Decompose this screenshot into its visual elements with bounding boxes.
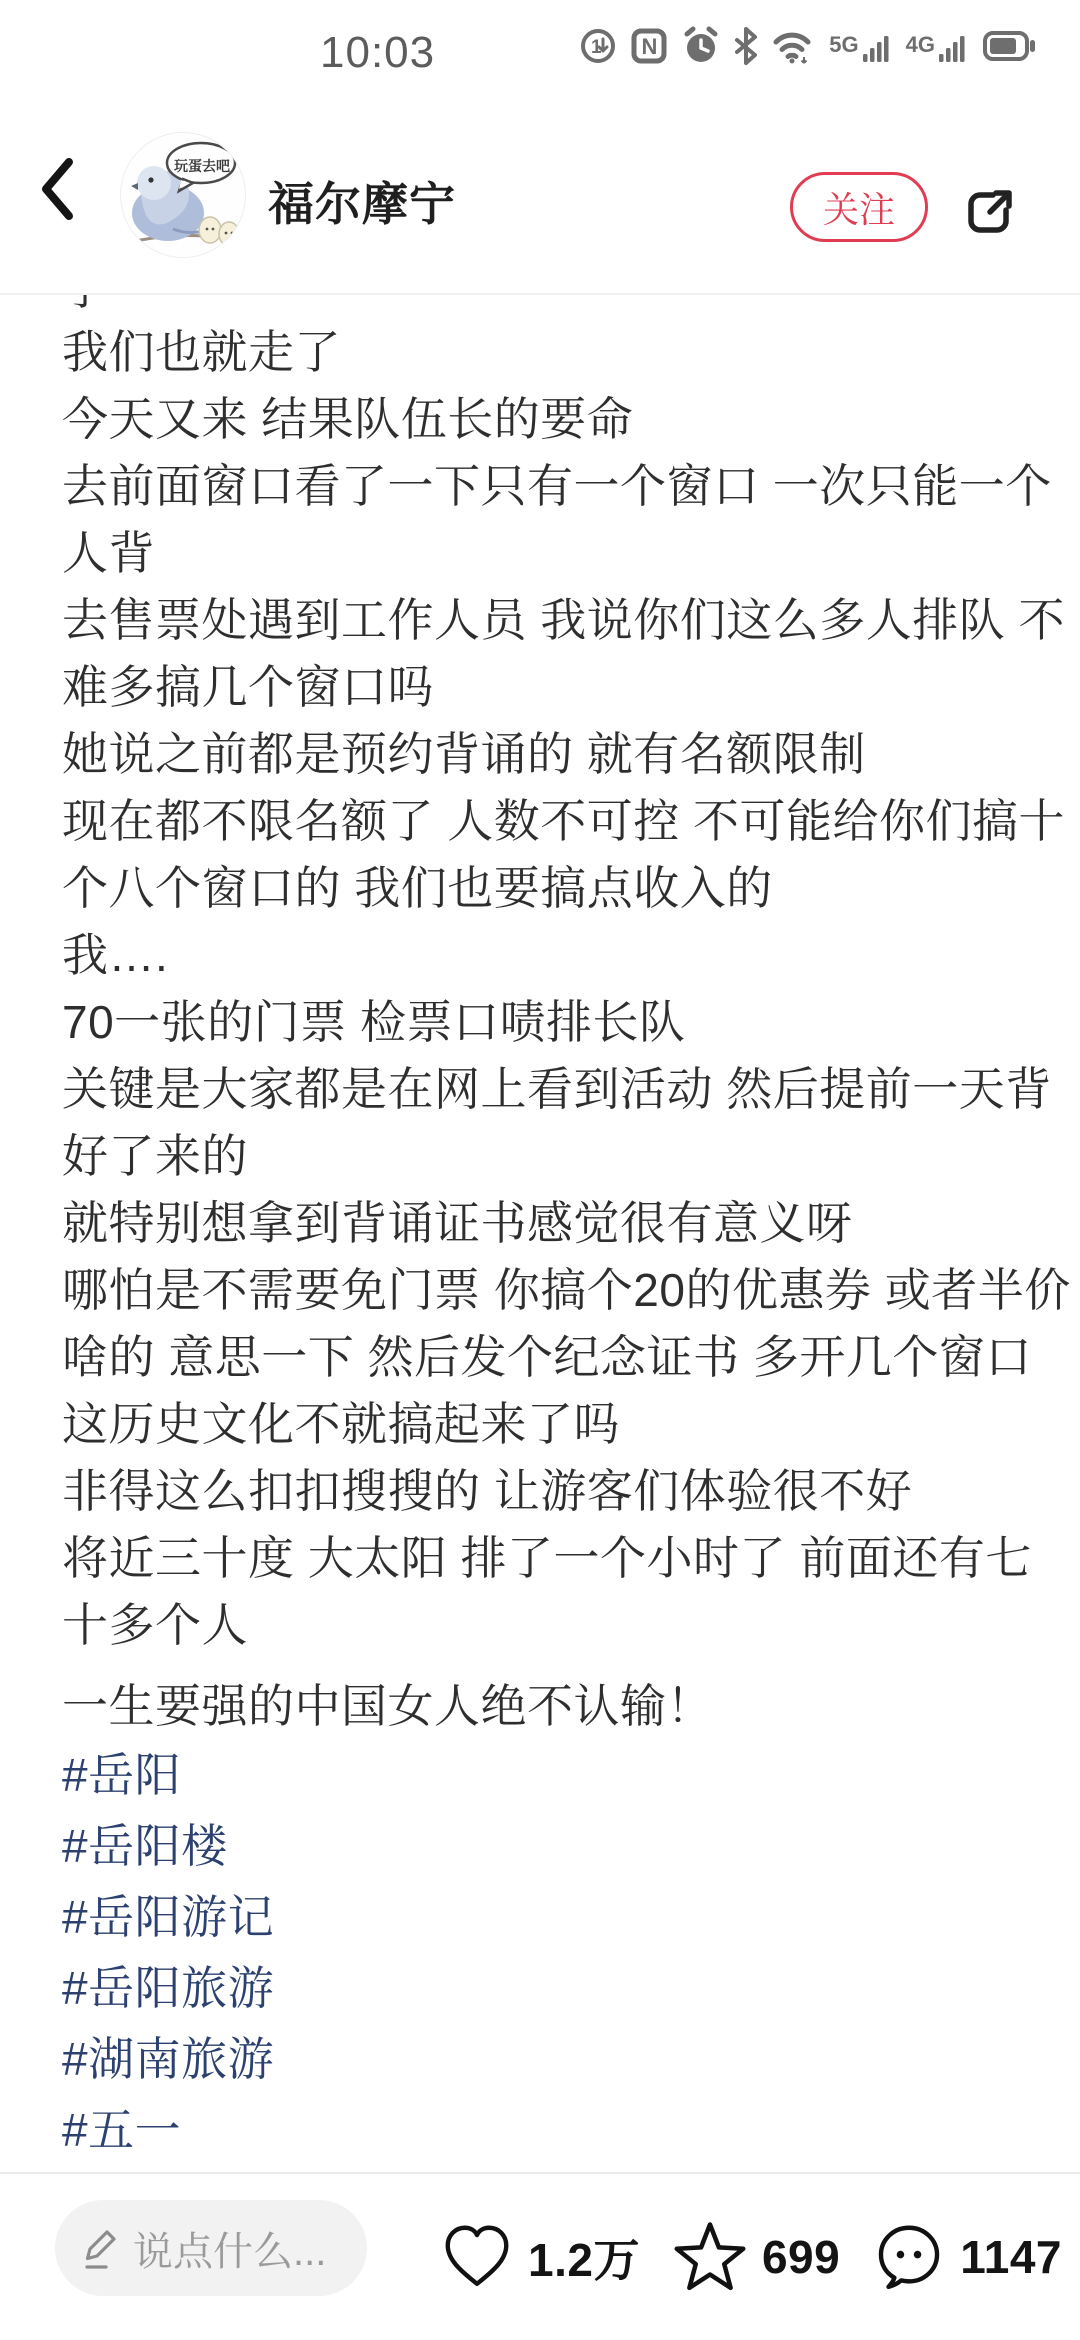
post-text-line: 她说之前都是预约背诵的 就有名额限制 <box>62 728 866 780</box>
username[interactable]: 福尔摩宁 <box>268 178 456 230</box>
post-text-line: 好了来的 <box>62 1130 248 1182</box>
comment-count: 1147 <box>960 2231 1062 2283</box>
post-text-line: 关键是大家都是在网上看到活动 然后提前一天背 <box>62 1063 1052 1115</box>
post-text-line: 难多搞几个窗口吗 <box>62 661 434 713</box>
heart-icon <box>438 2218 516 2296</box>
comment-bubble-icon <box>870 2218 948 2296</box>
post-slogan: 一生要强的中国女人绝不认输！ <box>62 1680 713 1732</box>
status-icons <box>578 22 1038 70</box>
star-icon <box>670 2217 750 2297</box>
post-text-line: 今天又来 结果队伍长的要命 <box>62 393 634 445</box>
follow-button[interactable]: 关注 <box>790 172 928 242</box>
post-text-line: 我们也就走了 <box>62 326 341 378</box>
post-text-line: 现在都不限名额了 人数不可控 不可能给你们搞十 <box>62 795 1066 847</box>
svg-text:玩蛋去吧: 玩蛋去吧 <box>174 158 230 174</box>
post-text-line: 去售票处遇到工作人员 我说你们这么多人排队 不 <box>62 594 1066 646</box>
post-text-line: 将近三十度 大太阳 排了一个小时了 前面还有七 <box>62 1532 1032 1584</box>
nfc-icon <box>629 26 669 66</box>
svg-text:N: N <box>641 34 658 59</box>
comment-button[interactable] <box>870 2218 1062 2296</box>
like-button[interactable] <box>438 2218 640 2296</box>
back-chevron-icon <box>38 156 76 222</box>
post-text-line: 就特别想拿到背诵证书感觉很有意义呀 <box>62 1197 853 1249</box>
post-text-lines <box>62 319 1071 1659</box>
battery-icon <box>982 26 1038 66</box>
alarm-icon <box>680 26 722 66</box>
hashtag-link[interactable]: #湖南旅游 <box>62 2033 275 2085</box>
post-text-line: 70一张的门票 检票口啧排长队 <box>62 996 686 1048</box>
status-time: 10:03 <box>320 28 436 77</box>
hashtag-link[interactable]: #岳阳旅游 <box>62 1962 275 2014</box>
pencil-icon <box>79 2225 119 2271</box>
post-text-line: 这历史文化不就搞起来了吗 <box>62 1398 620 1450</box>
post-text-line: 十多个人 <box>62 1599 248 1651</box>
comment-input[interactable] <box>55 2200 367 2296</box>
post-text-line: 哪怕是不需要免门票 你搞个20的优惠券 或者半价 <box>62 1264 1071 1316</box>
hashtag-link[interactable]: #岳阳楼 <box>62 1820 228 1872</box>
like-count: 1.2万 <box>528 2234 640 2286</box>
comment-placeholder: 说点什么... <box>133 2229 327 2274</box>
share-button[interactable] <box>962 184 1018 240</box>
signal-4g-icon: 4G <box>906 26 971 66</box>
engagement-actions <box>438 2174 1062 2340</box>
share-icon <box>962 184 1018 240</box>
status-bar <box>0 0 1080 90</box>
post-text-line: 去前面窗口看了一下只有一个窗口 一次只能一个 <box>62 460 1052 512</box>
hashtag-link[interactable]: #岳阳游记 <box>62 1891 275 1943</box>
avatar[interactable] <box>120 132 246 258</box>
collect-count: 699 <box>761 2231 841 2283</box>
collect-button[interactable] <box>670 2217 840 2297</box>
bottom-action-bar <box>0 2172 1080 2340</box>
back-button[interactable] <box>38 156 76 222</box>
bluetooth-icon <box>733 26 759 66</box>
post-text-line: 人背 <box>62 527 155 579</box>
hashtag-link[interactable]: #岳阳 <box>62 1749 182 1801</box>
post-text-line: 非得这么扣扣搜搜的 让游客们体验很不好 <box>62 1465 913 1517</box>
post-text-line: 个八个窗口的 我们也要搞点收入的 <box>62 862 773 914</box>
post-body <box>0 297 1080 2172</box>
signal-5g-icon: 5G <box>829 26 894 66</box>
hashtag-link[interactable]: #五一 <box>62 2104 182 2156</box>
hashtag-list <box>62 1740 1036 2166</box>
post-header <box>0 90 1080 295</box>
wifi-icon <box>770 26 818 66</box>
bird-avatar-illustration <box>121 133 245 257</box>
svg-text:1: 1 <box>591 37 602 58</box>
post-text-line: 啥的 意思一下 然后发个纪念证书 多开几个窗口 <box>62 1331 1032 1383</box>
post-text-line: 我…. <box>62 929 169 981</box>
data-saver-icon <box>578 26 618 66</box>
